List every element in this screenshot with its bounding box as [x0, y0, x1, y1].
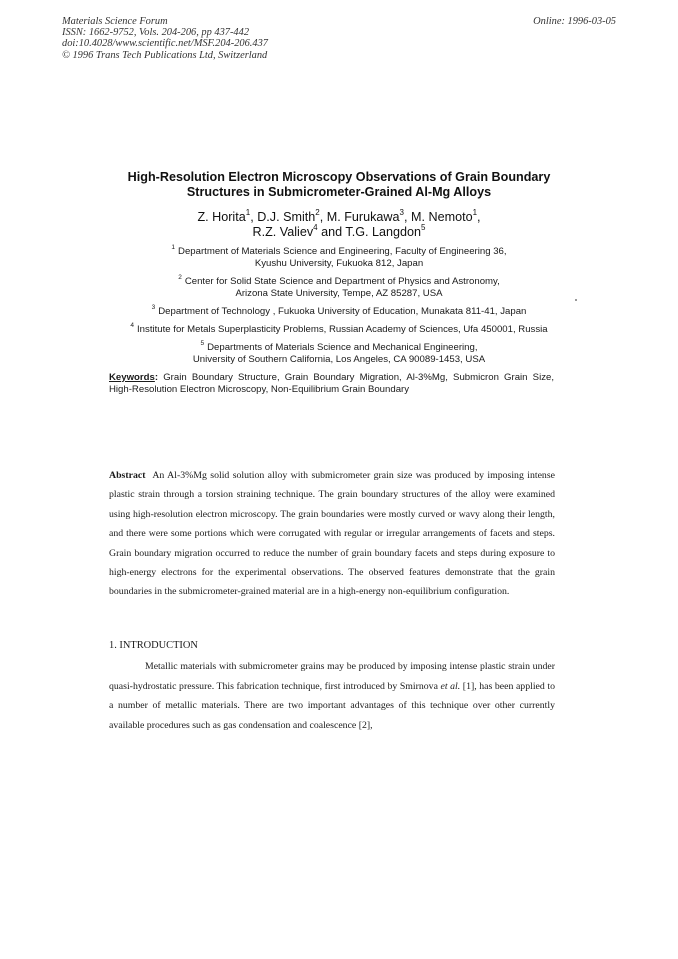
- author-name: T.G. Langdon: [345, 225, 422, 239]
- author-name: M. Furukawa: [326, 210, 400, 224]
- author-affil-mark: 5: [421, 222, 426, 232]
- journal-issn: ISSN: 1662-9752, Vols. 204-206, pp 437-442: [62, 27, 250, 39]
- affiliation-4: $^4$ Institute for Metals Superplasticity Problems, Russian Academy of Sciences, Ufa 450001, Russia: [130, 321, 548, 335]
- author-affil-mark: 4: [313, 222, 318, 232]
- author-list: [120, 207, 558, 240]
- scan-speck: [575, 299, 577, 301]
- affiliation-3: $^3$ Department of Technology , Fukuoka University of Education, Munakata 811-41, Japan: [151, 303, 527, 317]
- affiliation-2: $^2$ Center for Solid State Science and Department of Physics and Astronomy, Arizona State University, Tempe, AZ 85287, USA: [178, 273, 500, 299]
- keywords-block: Keywords: Grain Boundary Structure, Grain Boundary Migration, Al-3%Mg, Submicron Grain Size, High-Resolution Electron Microscopy, Non-Equilibrium Grain Boundary: [109, 372, 554, 396]
- author-name: D.J. Smith: [257, 210, 316, 224]
- author-affil-mark: 1: [245, 207, 251, 217]
- author-affil-mark: 2: [315, 207, 320, 217]
- author-affil-mark: 3: [399, 207, 404, 217]
- affiliation-list: [90, 243, 588, 372]
- author-name: Z. Horita: [197, 210, 246, 224]
- journal-doi: doi:10.4028/www.scientific.net/MSF.204-206.437: [62, 38, 268, 50]
- author-line-1: Z. Horita$^1$, D.J. Smith$^2$, M. Furukawa$^3$, M. Nemoto$^1$,: [197, 207, 481, 224]
- author-name: M. Nemoto: [411, 210, 473, 224]
- abstract-label: Abstract: [109, 470, 146, 481]
- journal-name: Materials Science Forum: [62, 16, 168, 27]
- online-date: Online: 1996-03-05: [533, 16, 616, 27]
- affiliation-1: $^1$ Department of Materials Science and Engineering, Faculty of Engineering 36, Kyushu University, Fukuoka 812, Japan: [171, 243, 507, 269]
- author-name: R.Z. Valiev: [252, 225, 314, 239]
- keywords-label: Keywords: [109, 372, 155, 383]
- keywords-text: Grain Boundary Structure, Grain Boundary Migration, Al-3%Mg, Submicron Grain Size, High-Resolution Electron Microscopy, Non-Equilibrium Grain Boundary: [109, 372, 554, 396]
- affiliation-5: $^5$ Departments of Materials Science and Mechanical Engineering, University of Southern California, Los Angeles, CA 90089-1453, USA: [192, 339, 486, 365]
- title-line-2: Structures in Submicrometer-Grained Al-Mg Alloys: [186, 185, 492, 199]
- title-line-1: High-Resolution Electron Microscopy Observations of Grain Boundary: [127, 170, 551, 184]
- author-affil-mark: 1: [472, 207, 478, 217]
- paper-title: [100, 170, 578, 200]
- abstract-block: [109, 466, 555, 602]
- journal-copyright: © 1996 Trans Tech Publications Ltd, Switzerland: [62, 49, 268, 61]
- section-heading-introduction: 1. INTRODUCTION: [109, 640, 198, 651]
- author-line-2: R.Z. Valiev$^4$ and T.G. Langdon$^5$: [252, 222, 426, 239]
- introduction-paragraph: Metallic materials with submicrometer grains may be produced by imposing intense plastic strain under quasi-hydrostatic pressure. This fabrication technique, first introduced by Smirnova et al. [1], has been applied to a number of metallic materials. There are two important advantages of this technique over other currently available procedures such as gas condensation and coalescence [2],: [109, 661, 555, 731]
- journal-header: [62, 16, 392, 61]
- abstract-text: An Al-3%Mg solid solution alloy with submicrometer grain size was produced by imposing intense plastic strain through a torsion straining technique. The grain boundary structures of the alloy were examined using high-resolution electron microscopy. The grain boundaries were mostly curved or wavy along their length, and there were some portions which were corrugated with regular or irregular arrangements of facets and steps. Grain boundary migration occurred to reduce the number of grain boundary facets and steps during exposure to high-energy electrons for the experimental observations. The observed features demonstrate that the grain boundaries in the submicrometer-grained material are in a high-energy non-equilibrium configuration.: [109, 470, 555, 598]
